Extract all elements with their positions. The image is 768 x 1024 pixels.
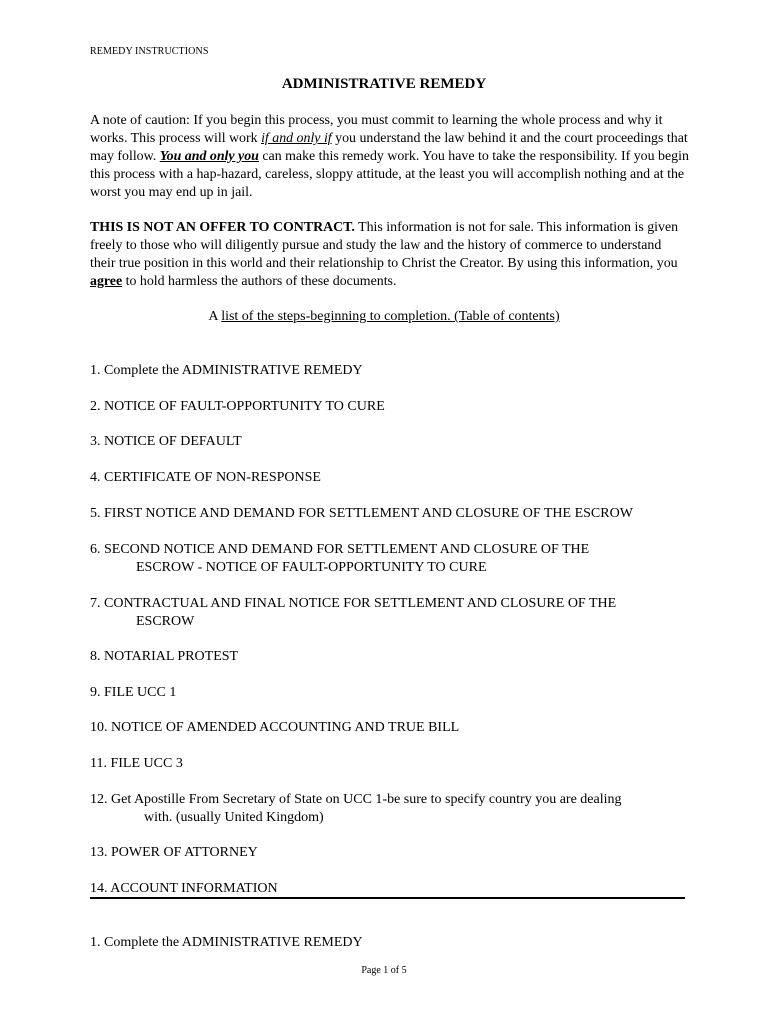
section-heading: 1. Complete the ADMINISTRATIVE REMEDY bbox=[90, 935, 363, 950]
toc-heading bbox=[0, 309, 768, 325]
toc-item bbox=[90, 433, 690, 451]
toc-item-text: 2. NOTICE OF FAULT-OPPORTUNITY TO CURE bbox=[90, 399, 385, 414]
toc-item bbox=[90, 362, 690, 380]
disclaimer-paragraph bbox=[90, 219, 690, 291]
toc-item-text: 9. FILE UCC 1 bbox=[90, 685, 177, 700]
toc-item-text: 7. CONTRACTUAL AND FINAL NOTICE FOR SETTLEMENT AND CLOSURE OF THE bbox=[90, 596, 617, 611]
toc-item bbox=[90, 880, 690, 898]
toc-item-text: 3. NOTICE OF DEFAULT bbox=[90, 434, 242, 449]
toc-item-text: 11. FILE UCC 3 bbox=[90, 756, 183, 771]
toc-item-text: 13. POWER OF ATTORNEY bbox=[90, 845, 258, 860]
toc-item bbox=[90, 595, 690, 631]
disclaimer-lead: THIS IS NOT AN OFFER TO CONTRACT. bbox=[90, 220, 355, 235]
toc-item-continuation: ESCROW - NOTICE OF FAULT-OPPORTUNITY TO CURE bbox=[136, 560, 487, 575]
caution-text-3: can make this remedy work. You have to take the responsibility. If you begin this process with a hap-hazard, careless, sloppy attitude, at the least you will accomplish nothing and at the worst you may end up in jail. bbox=[90, 149, 689, 200]
toc-item bbox=[90, 684, 690, 702]
caution-text-2: you understand the law behind it and the court proceedings that may follow. bbox=[90, 131, 688, 164]
toc-item bbox=[90, 791, 690, 827]
toc-heading-prefix: A bbox=[208, 309, 222, 324]
page-number: Page 1 of 5 bbox=[361, 965, 407, 976]
toc-item-text: 14. ACCOUNT INFORMATION bbox=[90, 881, 278, 896]
running-header: REMEDY INSTRUCTIONS bbox=[90, 46, 209, 57]
toc-item-text: 12. Get Apostille From Secretary of State on UCC 1-be sure to specify country you are dealing bbox=[90, 792, 622, 807]
toc-item bbox=[90, 719, 690, 737]
caution-emphasis-if-and-only-if: if and only if bbox=[261, 131, 332, 146]
toc-heading-text: list of the steps-beginning to completion. (Table of contents) bbox=[221, 309, 560, 324]
toc-item-continuation: ESCROW bbox=[136, 614, 195, 629]
toc-item bbox=[90, 844, 690, 862]
section-divider bbox=[90, 897, 685, 899]
toc-item-continuation: with. (usually United Kingdom) bbox=[144, 810, 324, 825]
toc-item-text: 4. CERTIFICATE OF NON-RESPONSE bbox=[90, 470, 321, 485]
toc-item-text: 1. Complete the ADMINISTRATIVE REMEDY bbox=[90, 363, 363, 378]
disclaimer-text-2: to hold harmless the authors of these documents. bbox=[122, 274, 397, 289]
document-title: ADMINISTRATIVE REMEDY bbox=[281, 76, 487, 92]
toc-item-text: 6. SECOND NOTICE AND DEMAND FOR SETTLEMENT AND CLOSURE OF THE bbox=[90, 542, 590, 557]
toc-item-text: 10. NOTICE OF AMENDED ACCOUNTING AND TRUE BILL bbox=[90, 720, 460, 735]
disclaimer-text-1: This information is not for sale. This information is given freely to those who will diligently pursue and study the law and the history of commerce to understand their true position in this world and their relationship to Christ the Creator. By using this information, you bbox=[90, 220, 679, 271]
toc-item bbox=[90, 755, 690, 773]
caution-paragraph bbox=[90, 112, 690, 202]
toc-item bbox=[90, 398, 690, 416]
disclaimer-agree: agree bbox=[90, 274, 123, 289]
toc-item-text: 5. FIRST NOTICE AND DEMAND FOR SETTLEMENT AND CLOSURE OF THE ESCROW bbox=[90, 506, 633, 521]
toc-item-text: 8. NOTARIAL PROTEST bbox=[90, 649, 239, 664]
toc-item bbox=[90, 469, 690, 487]
caution-text-1: A note of caution: If you begin this process, you must commit to learning the whole process and why it works. This process will work bbox=[90, 113, 663, 146]
caution-emphasis-you-and-only-you: You and only you bbox=[159, 149, 259, 164]
toc-item bbox=[90, 648, 690, 666]
toc-item bbox=[90, 541, 690, 577]
toc-item bbox=[90, 505, 690, 523]
